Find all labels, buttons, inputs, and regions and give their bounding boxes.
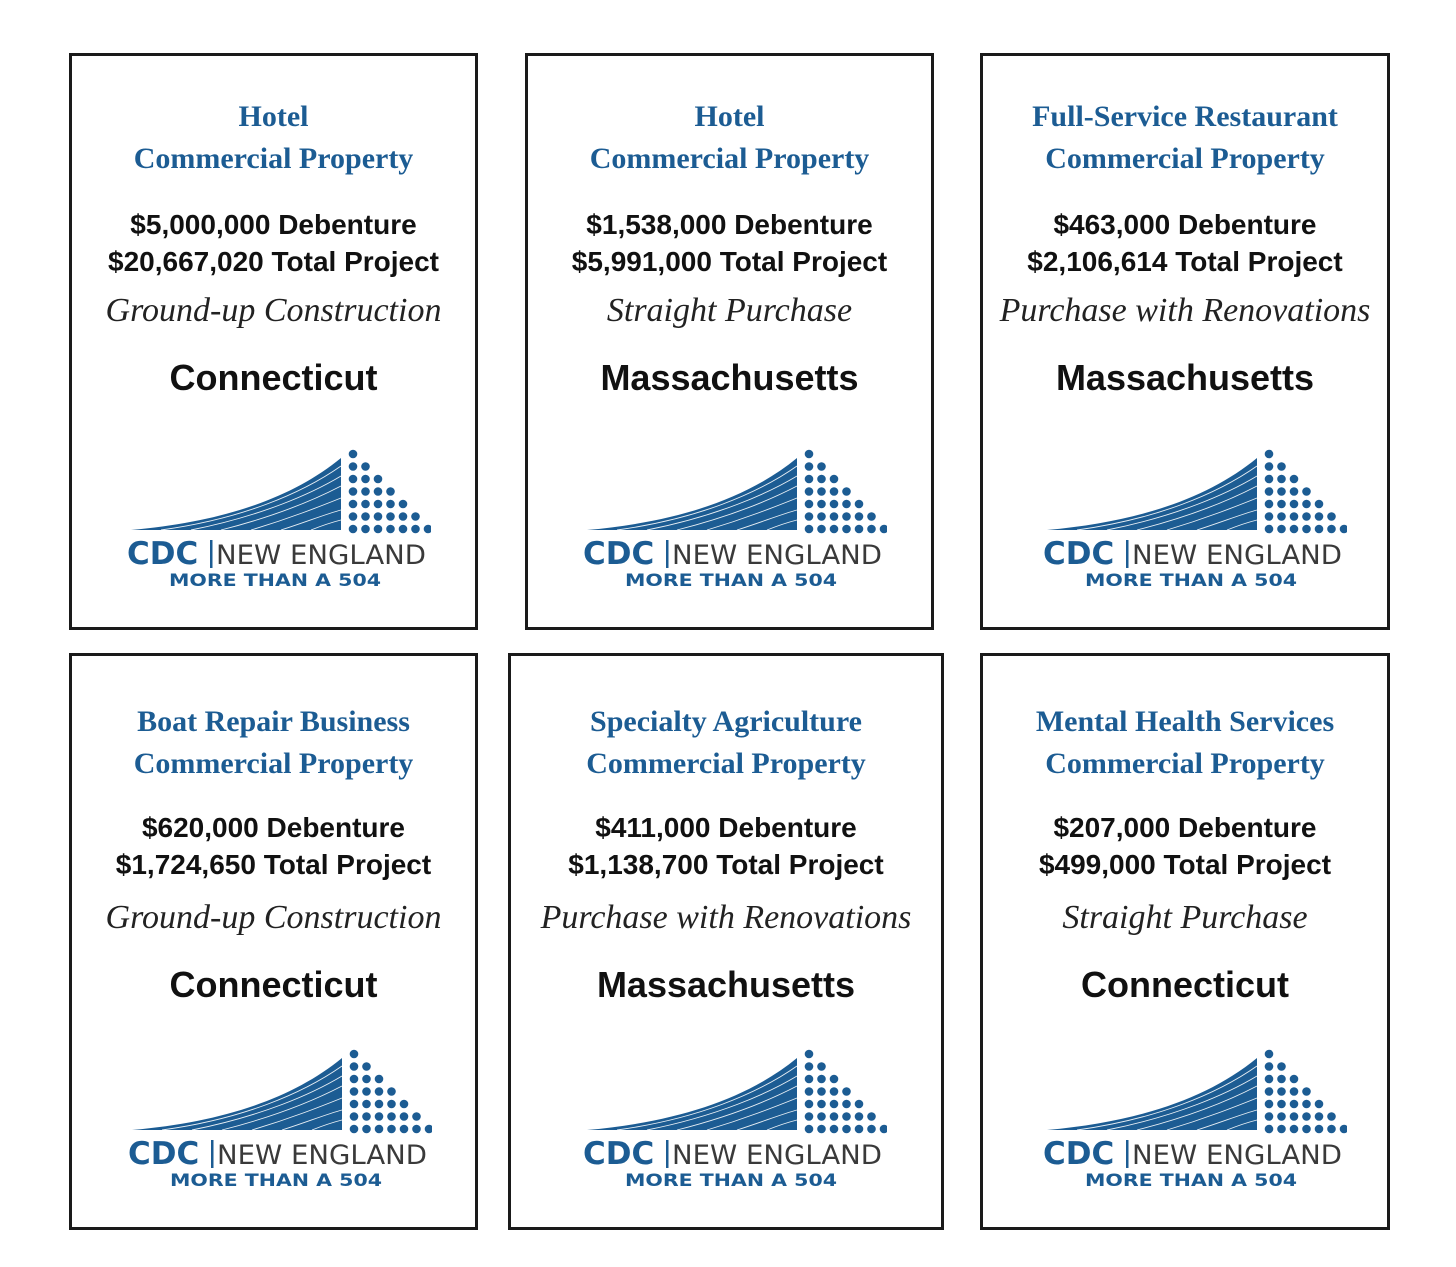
state-label: Massachusetts: [596, 964, 856, 1005]
logo-dot: [817, 1075, 826, 1084]
logo-dot: [387, 1100, 396, 1109]
logo-dot: [1265, 450, 1274, 459]
cdc-new-england-logo: [122, 1044, 432, 1194]
logo-dot: [830, 512, 839, 521]
logo-dot: [830, 475, 839, 484]
logo-dot: [1277, 500, 1286, 509]
logo-dot: [855, 1125, 864, 1134]
cdc-new-england-logo: [577, 1044, 887, 1194]
logo-dot: [1277, 462, 1286, 471]
logo-dot: [817, 462, 826, 471]
logo-dots-icon: [805, 1050, 887, 1134]
financials: [72, 809, 475, 883]
logo-dot: [855, 1112, 864, 1121]
industry-label: Boat Repair Business: [137, 705, 410, 738]
logo-dot: [375, 1125, 384, 1134]
logo-dot: [1265, 462, 1274, 471]
logo-dot: [867, 512, 876, 521]
logo-dot: [1277, 512, 1286, 521]
logo-dot: [424, 525, 431, 534]
logo-cdc-text: CDC: [128, 1136, 200, 1172]
project-card-restaurant-ma: [980, 53, 1390, 630]
logo-dot: [349, 462, 358, 471]
logo-dot: [411, 525, 420, 534]
logo-dot: [830, 525, 839, 534]
logo-dot: [842, 1112, 851, 1121]
logo-dot: [386, 512, 395, 521]
logo-dot: [1302, 1112, 1311, 1121]
logo-dot: [1327, 1112, 1336, 1121]
logo-dot: [805, 525, 814, 534]
logo-dot: [412, 1125, 421, 1134]
logo-dot: [1277, 1112, 1286, 1121]
logo-dot: [1290, 1100, 1299, 1109]
logo-dots-icon: [805, 450, 887, 534]
logo-dot: [1290, 1112, 1299, 1121]
property-type-label: Commercial Property: [589, 142, 870, 175]
logo-dot: [830, 1075, 839, 1084]
logo-cdc-text: CDC: [1043, 1136, 1115, 1172]
logo-dot: [374, 500, 383, 509]
logo-dot: [842, 525, 851, 534]
logo-dot: [1302, 487, 1311, 496]
logo-dot: [855, 500, 864, 509]
logo-dot: [805, 500, 814, 509]
logo-dot: [842, 1125, 851, 1134]
state-label: Connecticut: [169, 964, 378, 1005]
logo-dot: [1265, 487, 1274, 496]
logo-dot: [1265, 1125, 1274, 1134]
logo-dot: [349, 487, 358, 496]
logo-dot: [1302, 1125, 1311, 1134]
logo-dot: [375, 1100, 384, 1109]
logo-dot: [1315, 512, 1324, 521]
logo-dot: [361, 500, 370, 509]
logo-dot: [1315, 1125, 1324, 1134]
logo-dot: [1265, 525, 1274, 534]
logo-dot: [817, 500, 826, 509]
logo-dot: [855, 512, 864, 521]
logo-dot: [349, 512, 358, 521]
project-type: Straight Purchase: [606, 292, 853, 329]
logo-dot: [842, 487, 851, 496]
logo-dot: [1265, 1050, 1274, 1059]
industry-label: Mental Health Services: [1035, 705, 1335, 738]
logo-dot: [361, 512, 370, 521]
property-type-label: Commercial Property: [586, 747, 866, 780]
state-label: Massachusetts: [600, 357, 859, 398]
logo-dot: [817, 1100, 826, 1109]
logo-dot: [805, 1062, 814, 1071]
logo-dot: [361, 462, 370, 471]
logo-dot: [867, 1125, 876, 1134]
financials: [983, 809, 1387, 883]
logo-dot: [805, 1075, 814, 1084]
logo-dot: [1265, 475, 1274, 484]
logo-dot: [386, 500, 395, 509]
logo-dot: [350, 1100, 359, 1109]
logo-dot: [1302, 500, 1311, 509]
logo-dot: [412, 1112, 421, 1121]
logo-dot: [1340, 525, 1347, 534]
logo-dot: [362, 1112, 371, 1121]
logo-dot: [1277, 1087, 1286, 1096]
logo-dot: [362, 1075, 371, 1084]
logo-dot: [1327, 525, 1336, 534]
total-project-amount: $1,724,650 Total Project: [115, 849, 432, 880]
logo-new-england-text: NEW ENGLAND: [1132, 540, 1342, 571]
debenture-amount: $620,000 Debenture: [141, 812, 406, 843]
cdc-new-england-logo: [1037, 1044, 1347, 1194]
logo-dot: [817, 525, 826, 534]
industry-label: Hotel: [694, 100, 765, 133]
logo-dot: [374, 512, 383, 521]
logo-dot: [867, 1112, 876, 1121]
logo-dot: [817, 512, 826, 521]
logo-dot: [842, 1100, 851, 1109]
logo-dot: [387, 1112, 396, 1121]
total-project-amount: $1,138,700 Total Project: [568, 849, 884, 880]
project-card-hotel-ma: [525, 53, 934, 630]
logo-dot: [842, 512, 851, 521]
logo-dot: [349, 500, 358, 509]
logo-dot: [362, 1087, 371, 1096]
card-title: [983, 701, 1387, 785]
logo-dot: [805, 462, 814, 471]
logo-dot: [349, 475, 358, 484]
logo-dot: [830, 500, 839, 509]
logo-dot: [362, 1125, 371, 1134]
logo-dot: [805, 1112, 814, 1121]
logo-dot: [1277, 525, 1286, 534]
logo-dot: [1265, 1062, 1274, 1071]
logo-dot: [855, 1100, 864, 1109]
logo-dot: [349, 525, 358, 534]
logo-dot: [855, 525, 864, 534]
logo-dot: [817, 475, 826, 484]
logo-dot: [1277, 1125, 1286, 1134]
total-project-amount: $5,991,000 Total Project: [571, 246, 888, 277]
project-type: Purchase with Renovations: [540, 899, 912, 936]
debenture-amount: $463,000 Debenture: [1053, 209, 1317, 240]
logo-dot: [400, 1100, 409, 1109]
logo-dot: [805, 487, 814, 496]
logo-dot: [842, 1087, 851, 1096]
logo-tagline-text: MORE THAN A 504: [170, 1171, 383, 1191]
project-card-hotel-ct: [69, 53, 478, 630]
logo-dot: [411, 512, 420, 521]
financials: [983, 206, 1387, 280]
debenture-amount: $1,538,000 Debenture: [586, 209, 873, 240]
logo-cdc-text: CDC: [1043, 536, 1115, 572]
logo-dot: [350, 1087, 359, 1096]
logo-dot: [375, 1112, 384, 1121]
logo-dot: [362, 1100, 371, 1109]
logo-new-england-text: NEW ENGLAND: [672, 540, 882, 571]
logo-dot: [1277, 1100, 1286, 1109]
logo-dot: [1265, 1075, 1274, 1084]
logo-dot: [805, 1087, 814, 1096]
card-title: [511, 701, 941, 785]
logo-dot: [361, 475, 370, 484]
logo-dot: [817, 1112, 826, 1121]
project-type: Ground-up Construction: [105, 899, 442, 936]
logo-tagline-text: MORE THAN A 504: [1085, 1171, 1298, 1191]
logo-dot: [1265, 1087, 1274, 1096]
cdc-new-england-logo: [1037, 444, 1347, 594]
logo-cdc-text: CDC: [583, 536, 655, 572]
logo-dot: [361, 525, 370, 534]
logo-dot: [1290, 525, 1299, 534]
logo-dot: [361, 487, 370, 496]
financials: [528, 206, 931, 280]
logo-dot: [830, 1112, 839, 1121]
industry-label: Full-Service Restaurant: [1032, 100, 1338, 133]
logo-dot: [400, 1112, 409, 1121]
logo-tagline-text: MORE THAN A 504: [169, 571, 382, 591]
logo-dot: [386, 487, 395, 496]
financials: [72, 206, 475, 280]
logo-dot: [1327, 1125, 1336, 1134]
financials: [511, 809, 941, 883]
logo-dot: [1265, 512, 1274, 521]
state-label: Connecticut: [1080, 964, 1289, 1005]
logo-dot: [830, 1087, 839, 1096]
property-type-label: Commercial Property: [133, 142, 414, 175]
project-type: Straight Purchase: [1062, 899, 1308, 936]
project-card-agriculture-ma: [508, 653, 944, 1230]
logo-dot: [400, 1125, 409, 1134]
logo-dot: [387, 1087, 396, 1096]
logo-dot: [374, 475, 383, 484]
total-project-amount: $20,667,020 Total Project: [108, 246, 439, 277]
logo-dot: [1290, 512, 1299, 521]
logo-tagline-text: MORE THAN A 504: [1085, 571, 1298, 591]
logo-dot: [1302, 1087, 1311, 1096]
card-title: [983, 96, 1387, 180]
logo-dot: [1302, 1100, 1311, 1109]
logo-dot: [1302, 525, 1311, 534]
logo-dot: [1290, 475, 1299, 484]
logo-cdc-text: CDC: [127, 536, 199, 572]
logo-tagline-text: MORE THAN A 504: [625, 1171, 838, 1191]
logo-dot: [1290, 500, 1299, 509]
logo-dot: [805, 512, 814, 521]
logo-dot: [1277, 1075, 1286, 1084]
project-card-boat-repair-ct: [69, 653, 478, 1230]
logo-dots-icon: [1265, 1050, 1347, 1134]
debenture-amount: $411,000 Debenture: [595, 812, 857, 843]
logo-dot: [1277, 487, 1286, 496]
logo-dot: [830, 1125, 839, 1134]
logo-dots-icon: [1265, 450, 1347, 534]
logo-dot: [425, 1125, 432, 1134]
logo-dot: [350, 1062, 359, 1071]
logo-dot: [830, 1100, 839, 1109]
logo-dot: [880, 1125, 887, 1134]
logo-dot: [1265, 1100, 1274, 1109]
logo-dot: [1290, 1087, 1299, 1096]
logo-dot: [817, 1062, 826, 1071]
logo-dot: [362, 1062, 371, 1071]
total-project-amount: $2,106,614 Total Project: [1027, 246, 1343, 277]
logo-dot: [350, 1125, 359, 1134]
logo-dot: [374, 525, 383, 534]
logo-dot: [1315, 1100, 1324, 1109]
debenture-amount: $207,000 Debenture: [1053, 812, 1317, 843]
logo-dot: [805, 1050, 814, 1059]
logo-dots-icon: [349, 450, 431, 534]
logo-dot: [375, 1075, 384, 1084]
logo-dot: [1327, 512, 1336, 521]
property-type-label: Commercial Property: [1045, 142, 1325, 175]
logo-dot: [350, 1112, 359, 1121]
logo-dot: [350, 1075, 359, 1084]
logo-dot: [1302, 512, 1311, 521]
property-type-label: Commercial Property: [133, 747, 414, 780]
logo-dot: [867, 525, 876, 534]
logo-dot: [399, 525, 408, 534]
logo-dot: [386, 525, 395, 534]
cdc-new-england-logo: [577, 444, 887, 594]
logo-dot: [842, 500, 851, 509]
project-type: Purchase with Renovations: [999, 292, 1371, 329]
logo-dot: [1315, 500, 1324, 509]
logo-dot: [349, 450, 358, 459]
industry-label: Specialty Agriculture: [590, 705, 862, 738]
debenture-amount: $5,000,000 Debenture: [130, 209, 417, 240]
card-title: [72, 701, 475, 785]
state-label: Massachusetts: [1055, 357, 1315, 398]
logo-dot: [350, 1050, 359, 1059]
logo-dot: [817, 1087, 826, 1096]
logo-cdc-text: CDC: [583, 1136, 655, 1172]
logo-dot: [805, 1100, 814, 1109]
logo-dot: [817, 487, 826, 496]
logo-dot: [1290, 1125, 1299, 1134]
logo-dot: [1290, 1075, 1299, 1084]
logo-dot: [1315, 1112, 1324, 1121]
logo-dot: [830, 487, 839, 496]
logo-dot: [1315, 525, 1324, 534]
industry-label: Hotel: [238, 100, 309, 133]
logo-dot: [805, 475, 814, 484]
logo-dot: [387, 1125, 396, 1134]
logo-dot: [1277, 475, 1286, 484]
logo-dot: [1290, 487, 1299, 496]
cdc-new-england-logo: [121, 444, 431, 594]
card-title: [528, 96, 931, 180]
logo-dot: [375, 1087, 384, 1096]
logo-new-england-text: NEW ENGLAND: [1132, 1140, 1342, 1171]
state-label: Connecticut: [169, 357, 378, 398]
logo-dots-icon: [350, 1050, 432, 1134]
logo-dot: [399, 512, 408, 521]
logo-new-england-text: NEW ENGLAND: [672, 1140, 882, 1171]
logo-dot: [1265, 1112, 1274, 1121]
logo-dot: [1265, 500, 1274, 509]
logo-dot: [374, 487, 383, 496]
logo-dot: [817, 1125, 826, 1134]
logo-new-england-text: NEW ENGLAND: [217, 1140, 427, 1171]
total-project-amount: $499,000 Total Project: [1038, 849, 1332, 880]
logo-dot: [805, 450, 814, 459]
property-type-label: Commercial Property: [1045, 747, 1325, 780]
logo-dot: [1340, 1125, 1347, 1134]
card-title: [72, 96, 475, 180]
logo-dot: [1277, 1062, 1286, 1071]
logo-new-england-text: NEW ENGLAND: [216, 540, 426, 571]
logo-dot: [805, 1125, 814, 1134]
project-card-mental-health-ct: [980, 653, 1390, 1230]
logo-dot: [399, 500, 408, 509]
project-type: Ground-up Construction: [105, 292, 442, 329]
logo-dot: [880, 525, 887, 534]
logo-tagline-text: MORE THAN A 504: [625, 571, 838, 591]
